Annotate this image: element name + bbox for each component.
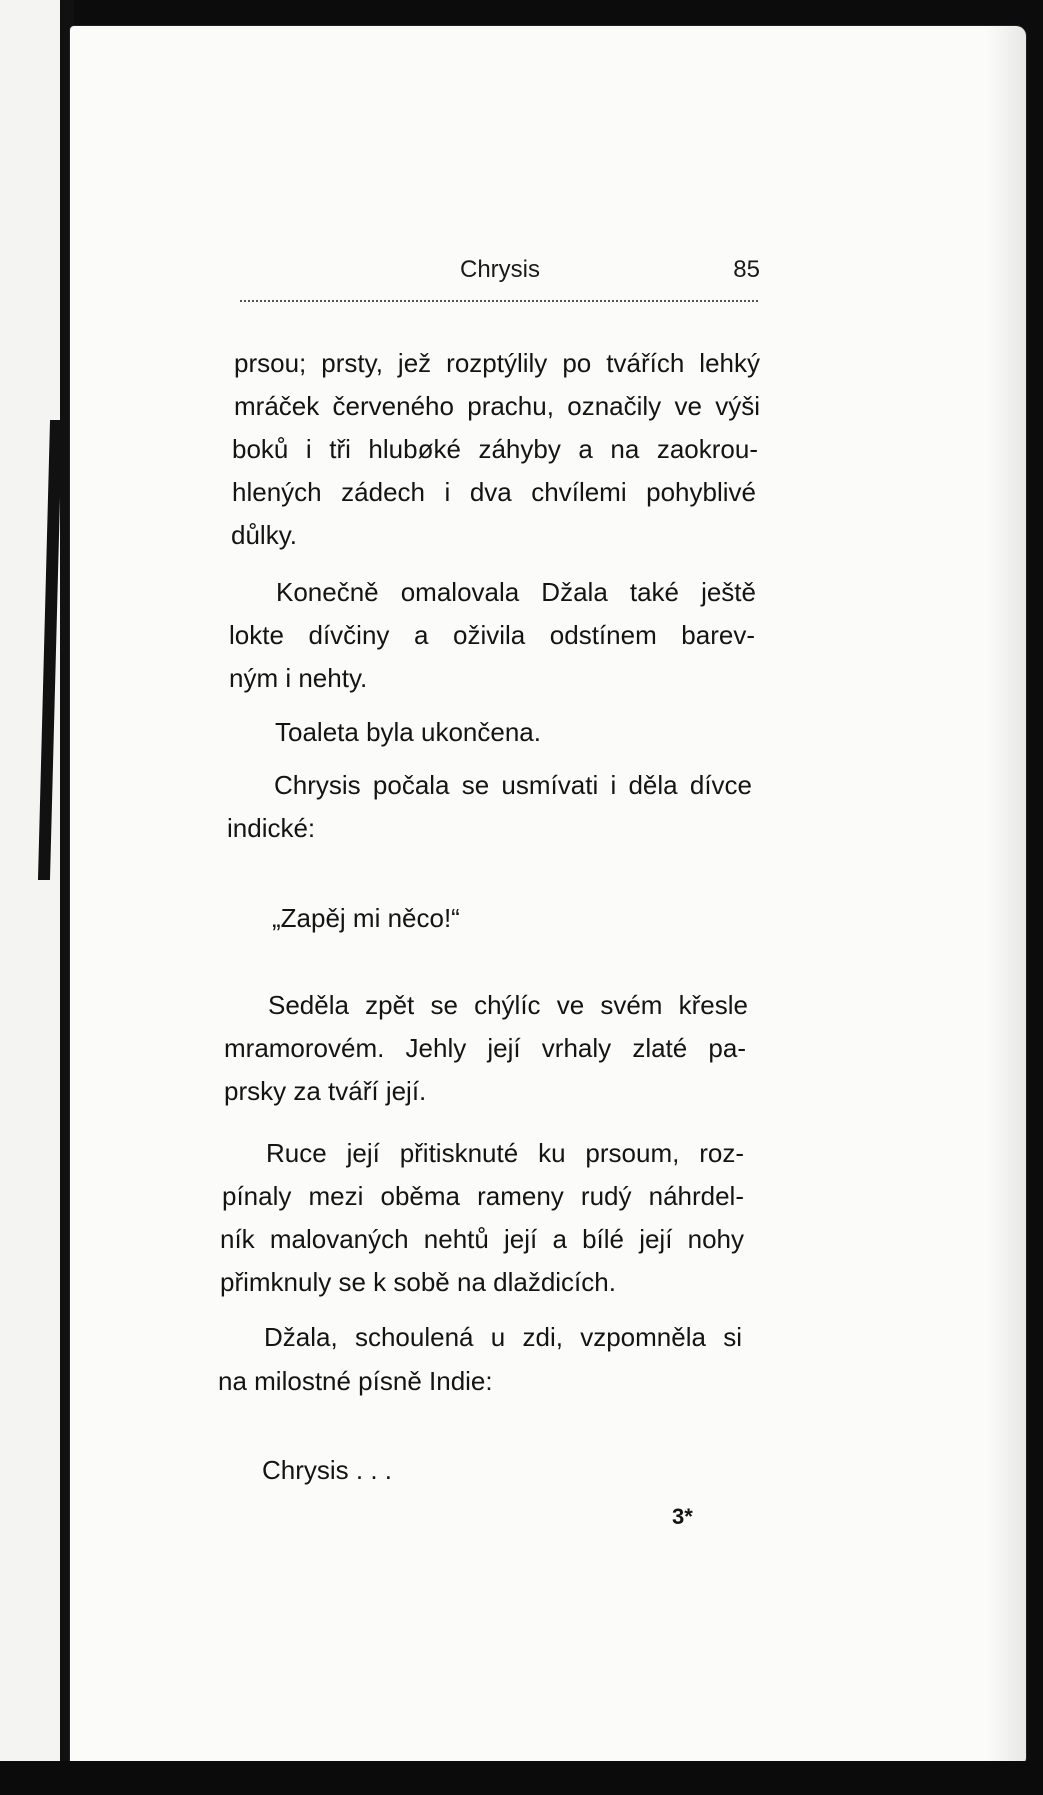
scan-bottom-border bbox=[0, 1761, 1043, 1795]
text-line: ník malovaných nehtů její a bílé její nohy bbox=[220, 1224, 744, 1254]
text-line: přimknuly se k sobě na dlaždicích. bbox=[220, 1267, 616, 1297]
signature-mark: 3* bbox=[672, 1504, 693, 1529]
text-line: na milostné písně Indie: bbox=[218, 1366, 493, 1396]
text-line: Džala, schoulená u zdi, vzpomněla si bbox=[264, 1322, 742, 1352]
text-line: prsou; prsty, jež rozptýlily po tvářích lehký bbox=[234, 348, 760, 378]
page-number: 85 bbox=[733, 256, 760, 283]
text-line: Konečně omalovala Džala také ještě bbox=[276, 577, 756, 607]
catchword: Chrysis . . . bbox=[262, 1455, 393, 1485]
text-line: Seděla zpět se chýlíc ve svém křesle bbox=[268, 990, 748, 1020]
text-line: mramorovém. Jehly její vrhaly zlaté pa- bbox=[224, 1033, 746, 1063]
text-line: Chrysis počala se usmívati i děla dívce bbox=[274, 770, 752, 800]
text-line: indické: bbox=[227, 813, 316, 843]
quoted-line: „Zapěj mi něco!“ bbox=[272, 903, 460, 933]
text-line: hlených zádech i dva chvílemi pohyblivé bbox=[232, 477, 756, 507]
text-line: lokte dívčiny a oživila odstínem barev- bbox=[229, 620, 755, 650]
text-line: Ruce její přitisknuté ku prsoum, roz- bbox=[266, 1138, 744, 1168]
text-line: Toaleta byla ukončena. bbox=[275, 717, 541, 747]
text-line: ným i nehty. bbox=[229, 663, 368, 693]
text-line: pínaly mezi oběma rameny rudý náhrdel- bbox=[222, 1181, 744, 1211]
text-line: prsky za tváří její. bbox=[224, 1076, 427, 1106]
text-line: mráček červeného prachu, označily ve výši bbox=[234, 391, 760, 421]
text-line: boků i tři hlubøké záhyby a na zaokrou- bbox=[232, 434, 758, 464]
text-line: důlky. bbox=[231, 520, 297, 550]
running-title: Chrysis bbox=[460, 256, 541, 283]
